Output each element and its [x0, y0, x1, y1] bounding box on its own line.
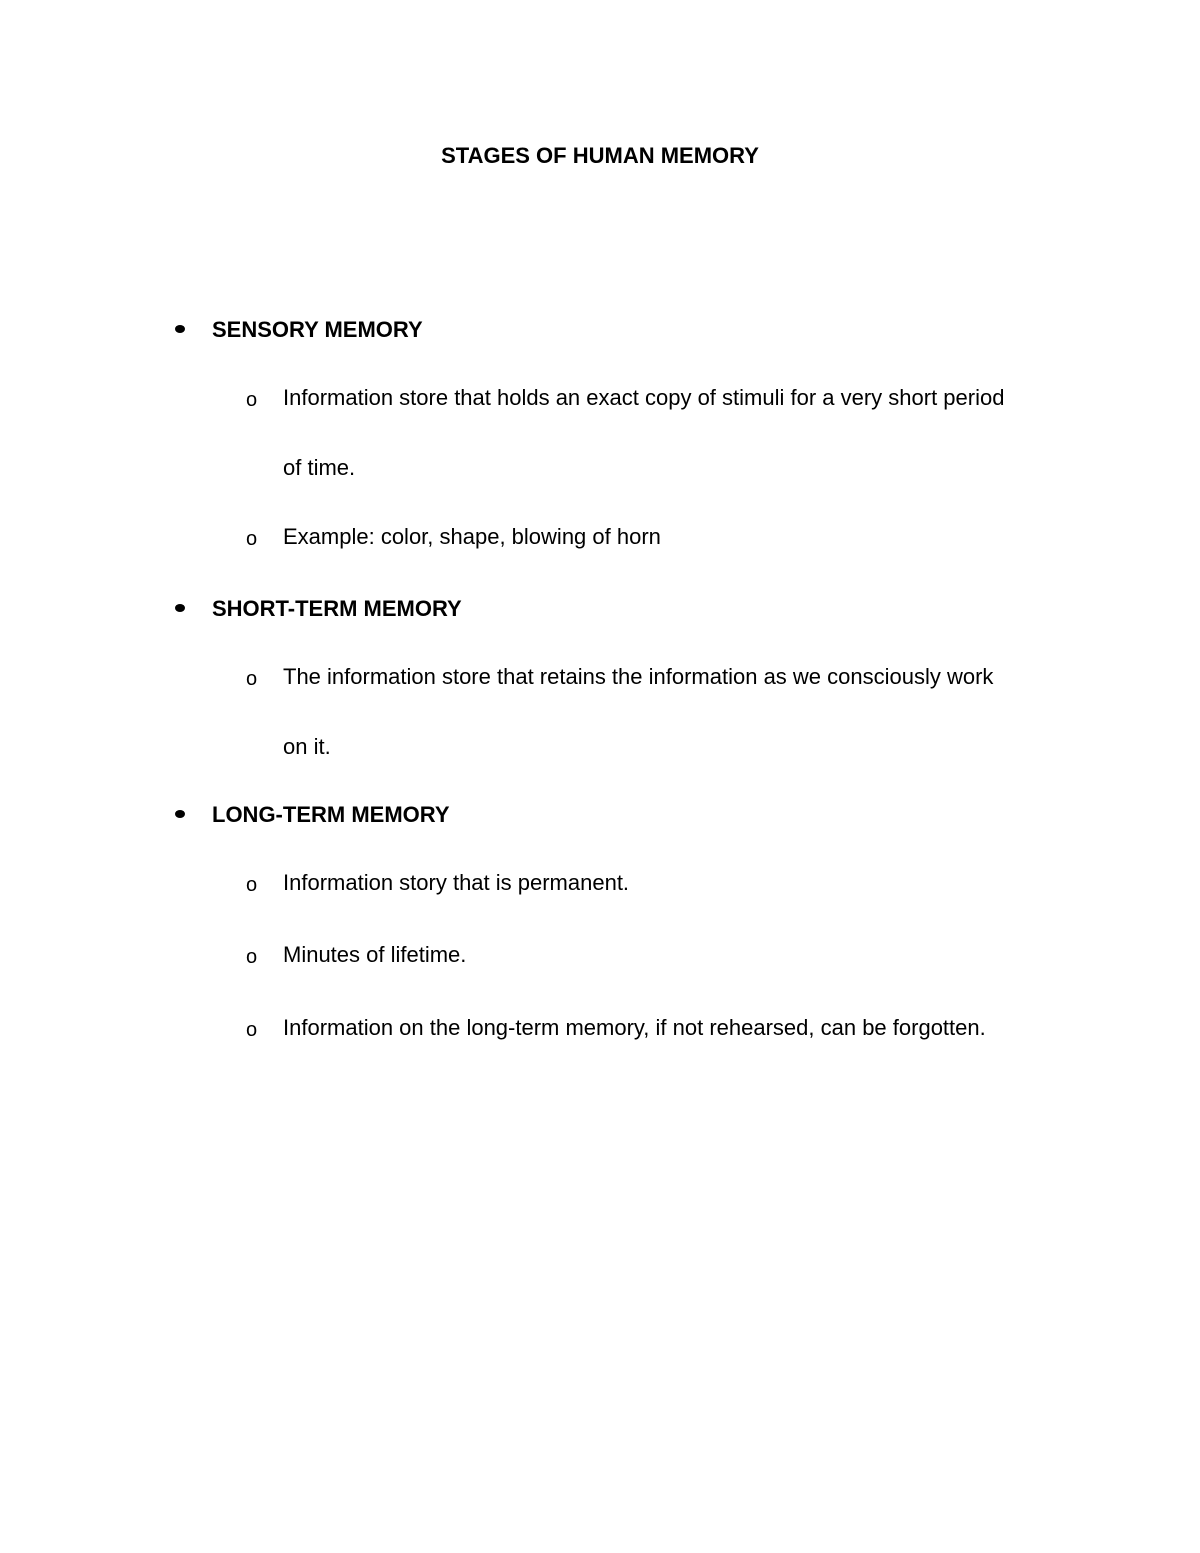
- list-item-text: The information store that retains the information as we consciously work: [283, 664, 994, 689]
- sub-bullet-icon: o: [246, 1019, 258, 1041]
- sub-bullet-icon: o: [246, 389, 258, 411]
- sub-bullet-icon: o: [246, 946, 258, 968]
- section-heading-short-term-memory: SHORT-TERM MEMORY: [212, 596, 462, 621]
- section-heading-long-term-memory: LONG-TERM MEMORY: [212, 802, 450, 827]
- list-item-text: Example: color, shape, blowing of horn: [283, 524, 661, 549]
- section-heading-sensory-memory: SENSORY MEMORY: [212, 317, 423, 342]
- sub-bullet-icon: o: [246, 668, 258, 690]
- bullet-icon: [175, 810, 185, 818]
- sub-bullet-icon: o: [246, 528, 258, 550]
- list-item-text-continued: of time.: [283, 455, 356, 480]
- list-item-text: Information on the long-term memory, if not rehearsed, can be forgotten.: [283, 1015, 986, 1040]
- list-item-text: Information story that is permanent.: [283, 870, 630, 895]
- page-title: STAGES OF HUMAN MEMORY: [441, 143, 759, 168]
- list-item-text-continued: on it.: [283, 734, 331, 759]
- list-item-text: Information store that holds an exact copy of stimuli for a very short period: [283, 385, 1005, 410]
- bullet-icon: [175, 604, 185, 612]
- list-item-text: Minutes of lifetime.: [283, 942, 467, 967]
- bullet-icon: [175, 325, 185, 333]
- sub-bullet-icon: o: [246, 874, 258, 896]
